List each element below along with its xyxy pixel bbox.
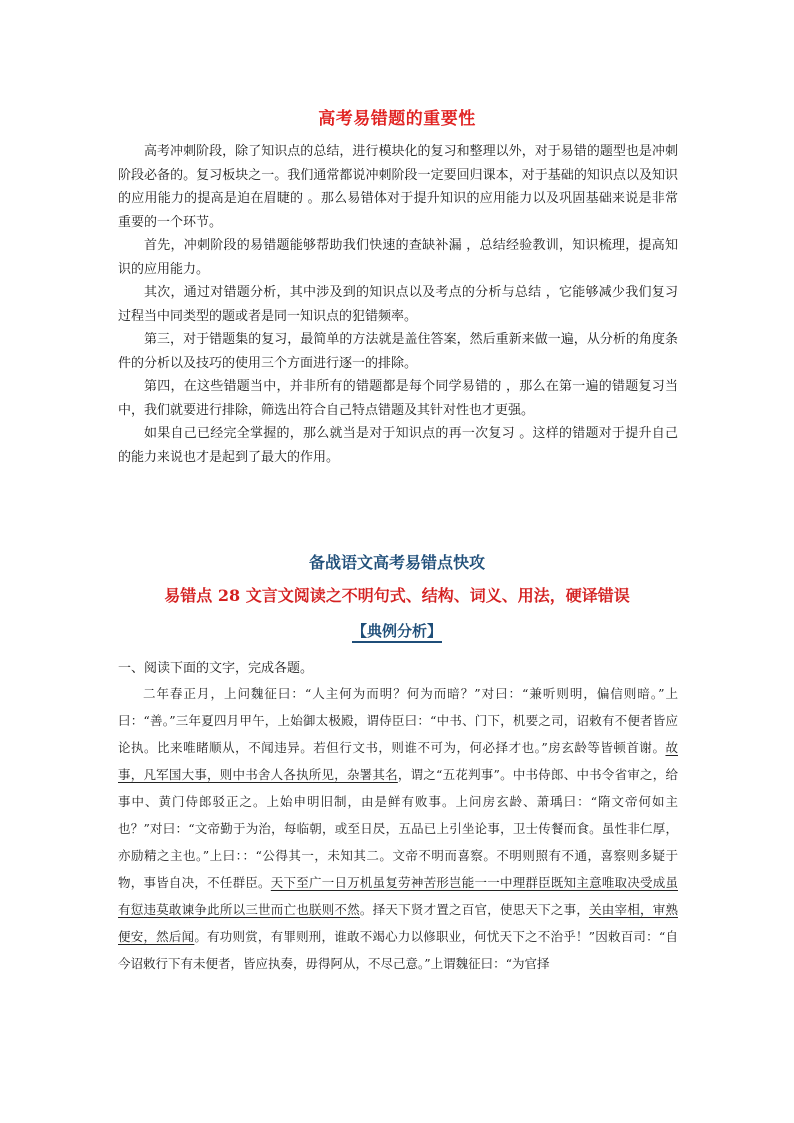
passage-text-b: ，谓之“五花判事”。中书侍郎、中书令省审之，给事中、黄门侍郎驳正之。上始申明旧制，由是鲜有败事。上问房玄龄、萧瑀曰：“隋文帝何如主也？”对曰：“文帝勤于为治，每临朝，或至日昃，五品已上引坐论事，卫士传餐而食。虽性非仁厚，亦励精之主也。”上曰：：“公得其一，未知其二。文帝不明而喜察。不明则照有不通，喜察则多疑于物，事皆自决，不任群臣。 <box>118 767 678 890</box>
example-analysis-title <box>0 620 794 641</box>
passage-text-a: 二年春正月，上问魏征曰：“人主何为而明？何为而暗？”对曰：“兼听则明，偏信则暗。”上曰：“善。”三年夏四月甲午，上始御太极殿，谓侍臣曰：“中书、门下，机要之司，诏敕有不便者皆应论执。比来唯睹顺从，不闻违异。若但行文书，则谁不可为，何必择才也。”房玄龄等皆顿首谢。 <box>118 686 678 755</box>
intro-paragraph-4: 第三，对于错题集的复习，最简单的方法就是盖住答案，然后重新来做一遍，从分析的角度条件的分析以及技巧的使用三个方面进行逐一的排除。 <box>118 332 678 371</box>
error-point-title: 易错点 28 文言文阅读之不明句式、结构、词义、用法，硬译错误 <box>164 586 630 605</box>
intro-paragraph-6: 如果自己已经完全掌握的，那么就当是对于知识点的再一次复习 。这样的错题对于提升自己的能力来说也才是起到了最大的作用。 <box>118 426 678 465</box>
passage-underlined-2: 天下至广一日万机虽复劳神苦形岂能一一中理群臣既知主意唯取决受成虽有愆违莫敢谏争此所以三世而亡也朕则不然 <box>118 875 678 917</box>
section-title: 备战语文高考易错点快攻 <box>308 553 485 572</box>
passage-text-d: 。有功则赏，有罪则刑，谁敢不竭心力以修职业，何忧天下之不治乎！”因敕百司：“自今诏敕行下有未便者，皆应执奏，毋得阿从，不尽己意。”上谓魏征曰：“为官择 <box>118 929 678 971</box>
classical-passage <box>118 680 678 977</box>
question-prompt: 一、阅读下面的文字，完成各题。 <box>118 661 314 676</box>
intro-paragraph-1: 高考冲刺阶段，除了知识点的总结，进行模块化的复习和整理以外，对于易错的题型也是冲刺阶段必备的。复习板块之一。我们通常都说冲刺阶段一定要回归课本，对于基础的知识点以及知识的应用能力的提高是迫在眉睫的 。那么易错体对于提升知识的应用能力以及巩固基础来说是非常重要的一个环节。 <box>118 144 678 230</box>
passage-underlined-3: 关由宰相，审熟便安，然后闻 <box>118 902 678 944</box>
passage-paragraph <box>118 680 678 977</box>
intro-paragraph-2: 首先，冲刺阶段的易错题能够帮助我们快速的查缺补漏 ，总结经验教训，知识梳理，提高知识的应用能力。 <box>118 238 678 277</box>
example-analysis-label: 【典例分析】 <box>352 622 442 643</box>
passage-underlined-1: 故事，凡军国大事，则中书舍人各执所见，杂署其名 <box>118 740 678 782</box>
intro-paragraph-5: 第四，在这些错题当中，并非所有的错题都是每个同学易错的 ，那么在第一遍的错题复习当中，我们就要进行排除，筛选出符合自己特点错题及其针对性也才更强。 <box>118 379 678 418</box>
intro-paragraph-3: 其次，通过对错题分析，其中涉及到的知识点以及考点的分析与总结 ，它能够减少我们复习过程当中同类型的题或者是同一知识点的犯错频率。 <box>118 285 678 324</box>
intro-section <box>118 140 678 469</box>
page-title: 高考易错题的重要性 <box>318 109 476 129</box>
passage-text-c: 。择天下贤才置之百官，使思天下之事， <box>359 902 590 917</box>
